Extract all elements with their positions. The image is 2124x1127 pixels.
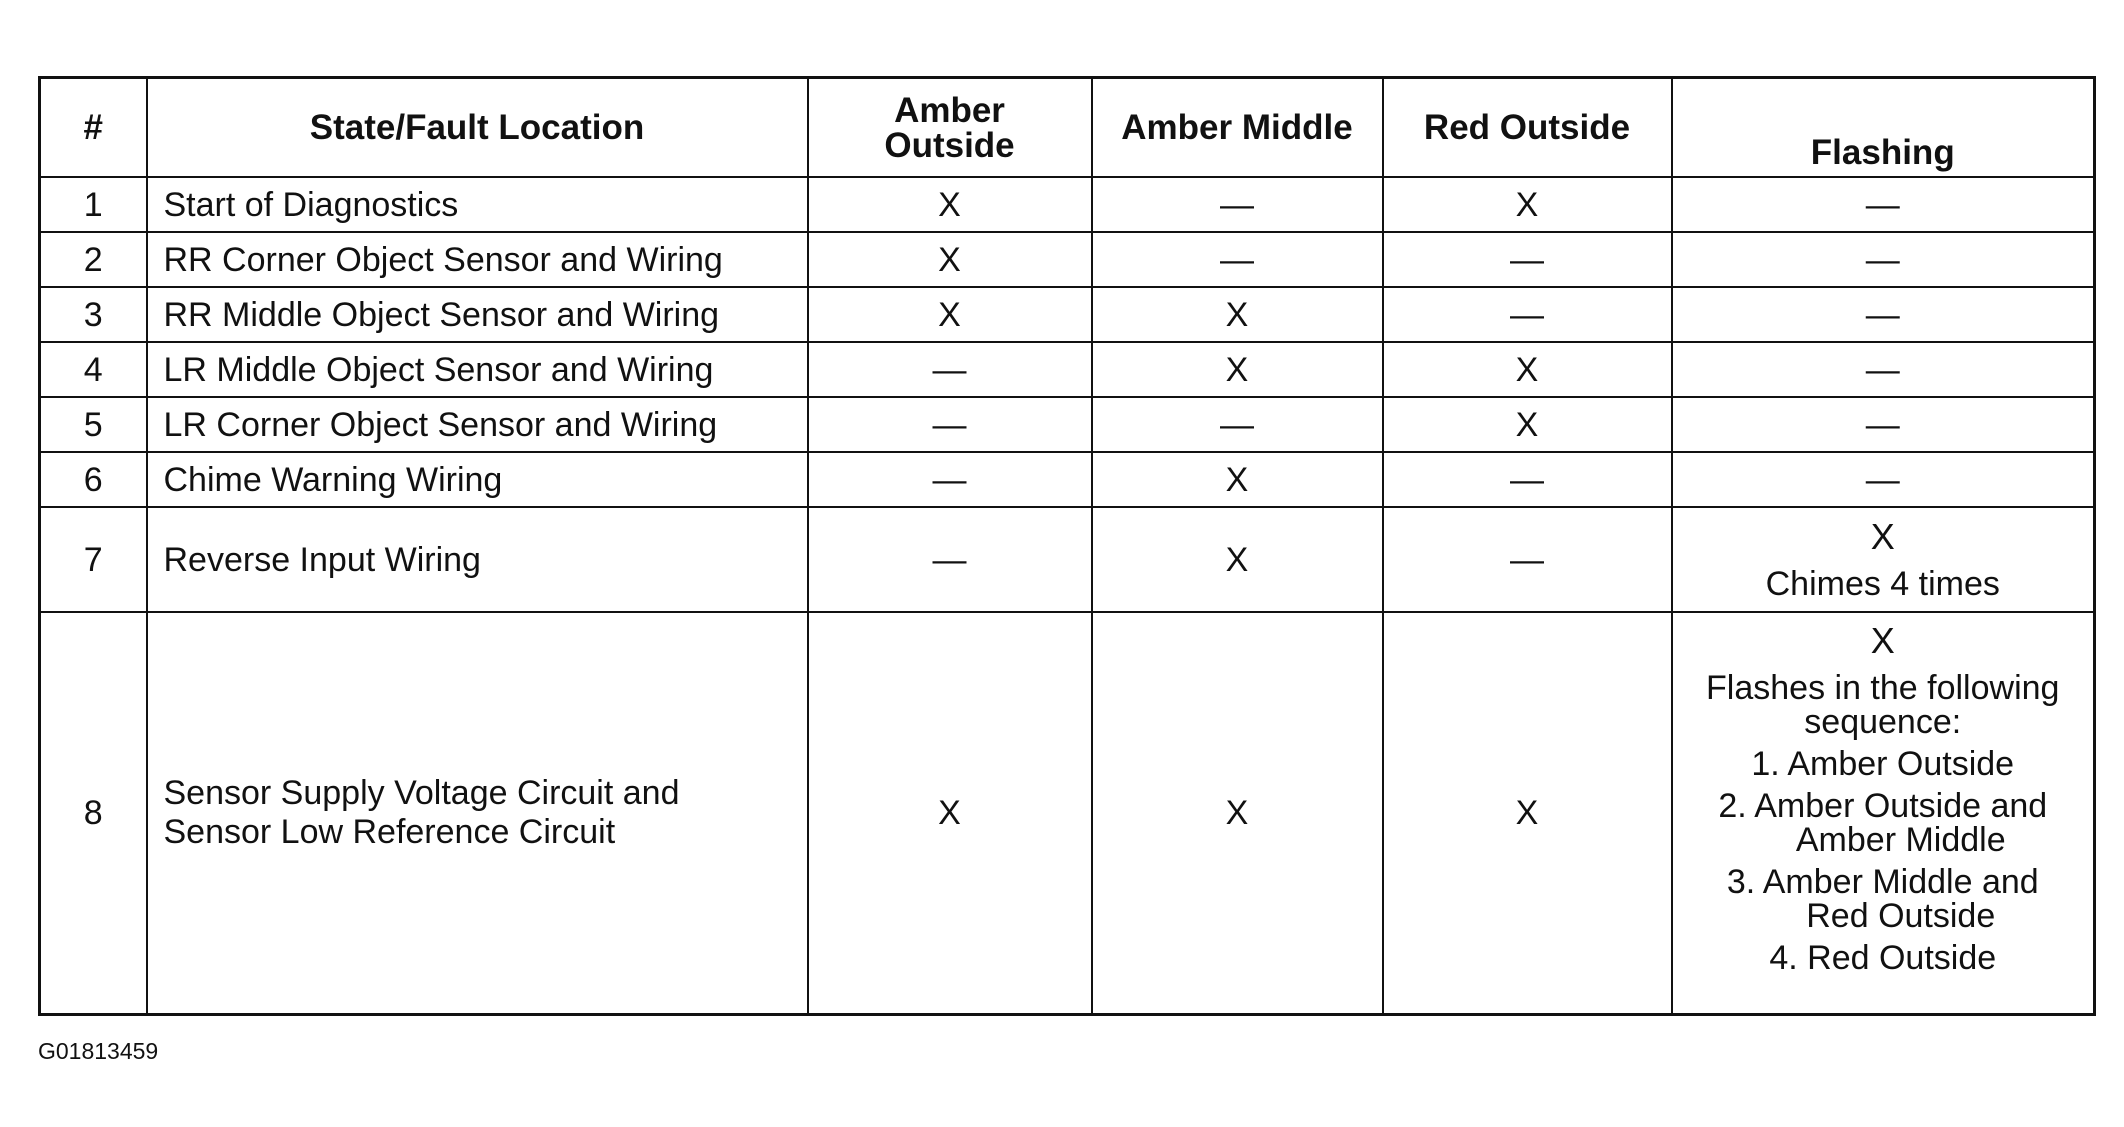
row-location: LR Corner Object Sensor and Wiring [147,397,808,452]
cell-amber-outside: — [808,397,1092,452]
sequence-text-cont: Red Outside [1806,897,1996,935]
row-num: 8 [40,612,147,1015]
cell-red-outside: X [1383,342,1672,397]
cell-red-outside: — [1383,452,1672,507]
cell-amber-outside: X [808,177,1092,232]
cell-amber-outside: — [808,342,1092,397]
cell-amber-middle: X [1092,452,1383,507]
table-row [40,397,2095,452]
header-location: State/Fault Location [147,78,808,178]
sequence-item [1673,747,2094,781]
cell-red-outside: X [1383,397,1672,452]
flashing-mark: X [1870,620,1895,661]
row-num: 3 [40,287,147,342]
header-amber-middle: Amber Middle [1092,78,1383,178]
flashing-intro-line1: Flashes in the following [1706,669,2060,707]
header-red-outside: Red Outside [1383,78,1672,178]
table-row [40,612,2095,1015]
cell-amber-outside: X [808,232,1092,287]
cell-amber-middle: — [1092,232,1383,287]
row-num: 2 [40,232,147,287]
row-location: Start of Diagnostics [147,177,808,232]
cell-flashing [1672,612,2095,1015]
cell-flashing [1672,507,2095,612]
cell-amber-middle: X [1092,342,1383,397]
sequence-item [1673,941,2094,975]
sequence-item [1673,865,2094,933]
cell-amber-middle: X [1092,612,1383,1015]
cell-flashing: — [1672,397,2095,452]
cell-red-outside: — [1383,287,1672,342]
row-location: Chime Warning Wiring [147,452,808,507]
table-row [40,232,2095,287]
cell-amber-middle: — [1092,177,1383,232]
flashing-note: Chimes 4 times [1765,564,2000,603]
flashing-intro [1673,671,2094,739]
flashing-intro-line2: sequence: [1804,703,1962,741]
cell-amber-outside: — [808,507,1092,612]
sequence-text: Amber Middle and [1762,863,2039,901]
flashing-mark: X [1870,515,1895,557]
cell-flashing: — [1672,452,2095,507]
diagnostic-table [38,76,2096,1016]
figure-id: G01813459 [38,1038,159,1064]
cell-flashing: — [1672,342,2095,397]
sequence-text: Amber Outside and [1754,787,2048,825]
sequence-text-cont: Amber Middle [1795,821,2006,859]
row-num: 4 [40,342,147,397]
row-location: LR Middle Object Sensor and Wiring [147,342,808,397]
row-location-line1: Sensor Supply Voltage Circuit and [163,773,680,812]
sequence-text: Red Outside [1807,939,1997,977]
cell-amber-middle: — [1092,397,1383,452]
row-num: 7 [40,507,147,612]
cell-amber-middle: X [1092,287,1383,342]
cell-amber-outside: X [808,612,1092,1015]
table-row [40,507,2095,612]
sequence-text: Amber Outside [1787,745,2015,783]
row-num: 6 [40,452,147,507]
header-amber-outside [808,78,1092,178]
sequence-number: 3. [1726,863,1756,901]
sequence-number: 1. [1751,745,1780,783]
row-num: 1 [40,177,147,232]
table-row [40,287,2095,342]
cell-red-outside: — [1383,507,1672,612]
cell-amber-outside: — [808,452,1092,507]
header-flashing: Flashing [1672,78,2095,178]
table-row [40,177,2095,232]
row-location: RR Corner Object Sensor and Wiring [147,232,808,287]
sequence-number: 4. [1769,939,1798,977]
cell-red-outside: — [1383,232,1672,287]
diagnostic-table-container [38,76,2096,1016]
header-amber-outside-label: Amber Outside [884,90,1015,165]
cell-flashing: — [1672,177,2095,232]
cell-amber-outside: X [808,287,1092,342]
row-num: 5 [40,397,147,452]
cell-red-outside: X [1383,612,1672,1015]
row-location: Reverse Input Wiring [147,507,808,612]
cell-amber-middle: X [1092,507,1383,612]
cell-red-outside: X [1383,177,1672,232]
flashing-sequence-list [1673,747,2094,975]
cell-flashing: — [1672,232,2095,287]
table-row [40,452,2095,507]
row-location [147,612,808,1015]
sequence-item [1673,789,2094,857]
row-location: RR Middle Object Sensor and Wiring [147,287,808,342]
table-row [40,342,2095,397]
header-num: # [40,78,147,178]
cell-flashing: — [1672,287,2095,342]
row-location-line2: Sensor Low Reference Circuit [163,813,616,851]
sequence-number: 2. [1718,787,1747,825]
table-header-row [40,78,2095,178]
